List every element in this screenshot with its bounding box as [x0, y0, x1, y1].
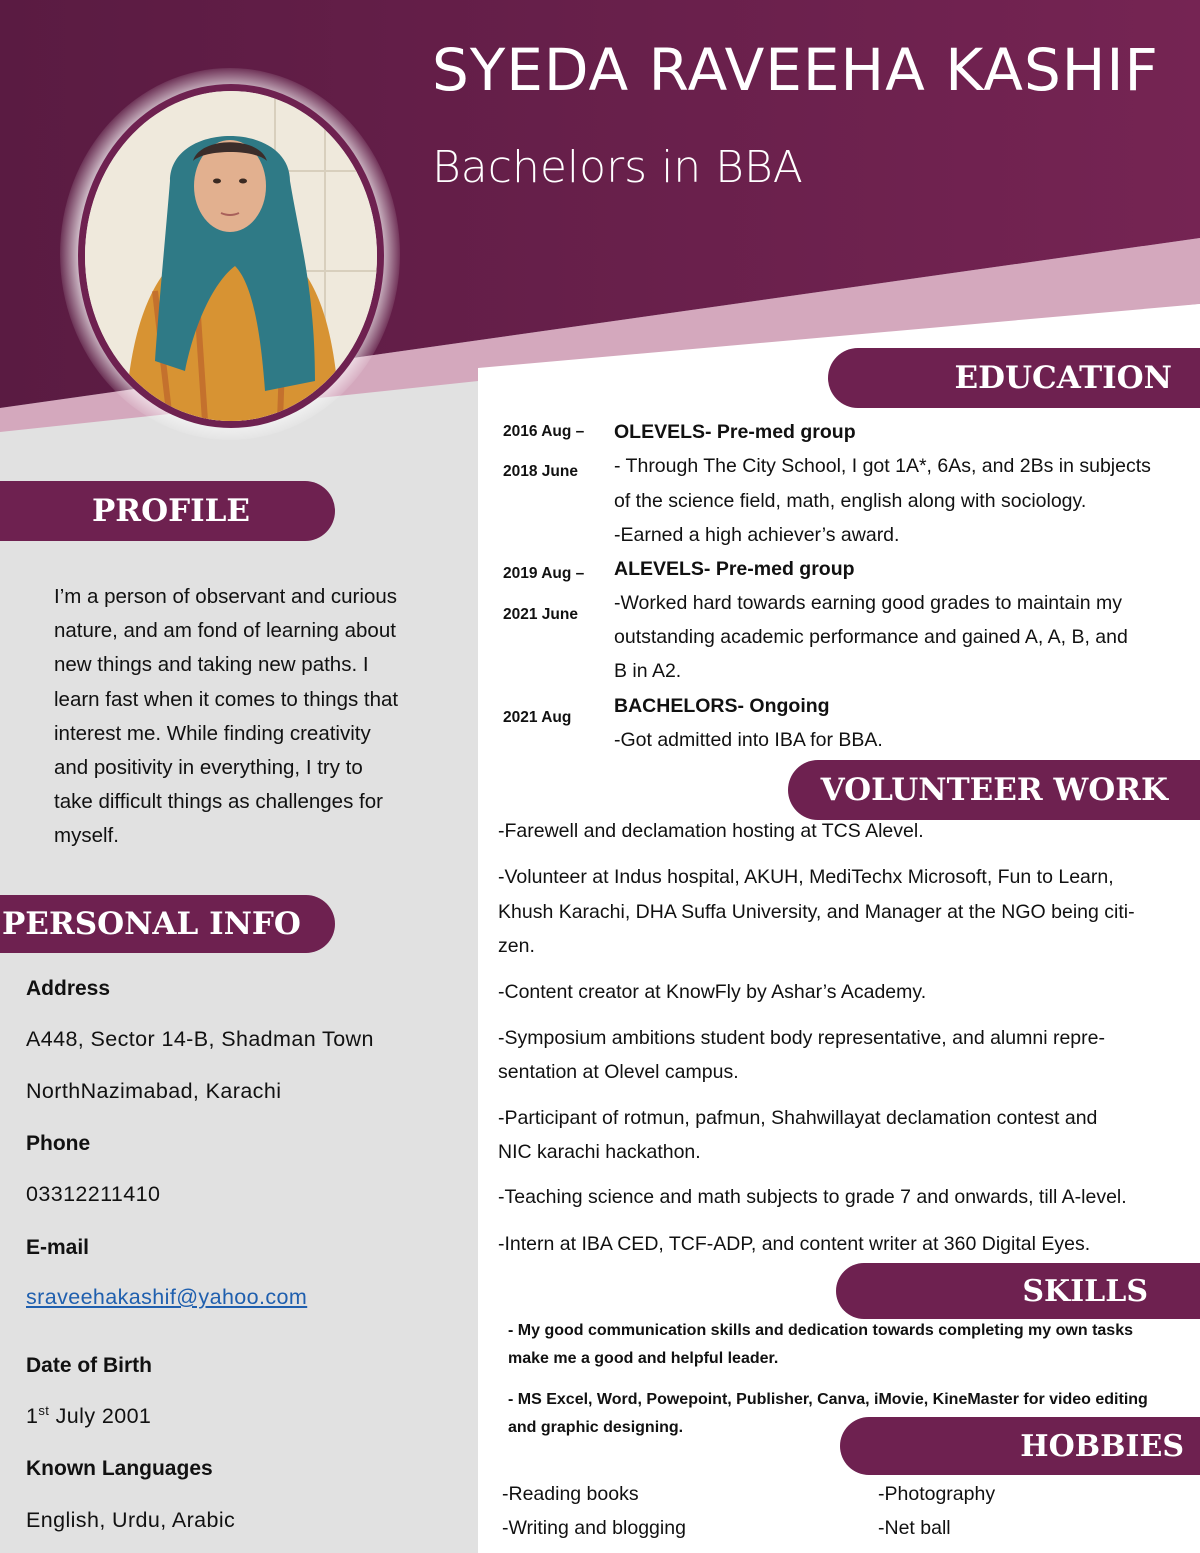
dob-value: [26, 1403, 151, 1429]
hobby-item: -Writing and blogging: [502, 1517, 686, 1539]
dob-label: Date of Birth: [26, 1354, 152, 1377]
portrait-illustration: [85, 91, 377, 421]
hobby-item: -Reading books: [502, 1483, 639, 1505]
skills-heading: [836, 1263, 1200, 1319]
volunteer-line: -Intern at IBA CED, TCF-ADP, and content writer at 360 Digital Eyes.: [498, 1233, 1091, 1255]
volunteer-line: -Teaching science and math subjects to grade 7 and onwards, till A-level.: [498, 1186, 1127, 1208]
phone-label: Phone: [26, 1132, 91, 1155]
edu-detail-line: -Worked hard towards earning good grades to maintain my: [614, 592, 1122, 614]
languages-value: English, Urdu, Arabic: [26, 1508, 236, 1532]
profile-photo: [78, 84, 384, 428]
profile-line: learn fast when it comes to things that: [54, 687, 399, 711]
languages-label: Known Languages: [26, 1457, 213, 1480]
edu-date-start: 2019 Aug –: [503, 565, 585, 582]
dob-suffix: st: [38, 1403, 50, 1418]
edu-detail-line: of the science field, math, english along with sociology.: [614, 490, 1087, 512]
edu-title: ALEVELS- Pre-med group: [614, 558, 855, 580]
education-heading-label: EDUCATION: [954, 360, 1172, 396]
volunteer-line: sentation at Olevel campus.: [498, 1061, 739, 1083]
volunteer-line: -Farewell and declamation hosting at TCS Alevel.: [498, 820, 924, 842]
edu-detail-line: -Earned a high achiever’s award.: [614, 524, 900, 546]
hobbies-heading-label: HOBBIES: [1020, 1428, 1184, 1464]
candidate-degree: Bachelors in BBA: [432, 142, 803, 193]
personal-info-heading-label: PERSONAL INFO: [2, 906, 301, 942]
email-link[interactable]: sraveehakashif@yahoo.com: [26, 1285, 308, 1309]
profile-line: new things and taking new paths. I: [54, 653, 369, 677]
volunteer-line: zen.: [498, 935, 535, 957]
volunteer-line: Khush Karachi, DHA Suffa University, and Manager at the NGO being citi-: [498, 901, 1135, 923]
profile-line: I’m a person of observant and curious: [54, 585, 397, 608]
volunteer-line: NIC karachi hackathon.: [498, 1141, 701, 1163]
profile-line: and positivity in everything, I try to: [54, 756, 363, 780]
volunteer-line: -Content creator at KnowFly by Ashar’s Academy.: [498, 981, 927, 1003]
candidate-name: SYEDA RAVEEHA KASHIF: [432, 36, 1159, 104]
profile-line: take difficult things as challenges for: [54, 790, 383, 814]
education-heading: [828, 348, 1200, 408]
email-label: E-mail: [26, 1236, 90, 1259]
volunteer-line: -Volunteer at Indus hospital, AKUH, MediTechx Microsoft, Fun to Learn,: [498, 866, 1114, 888]
dob-day: 1: [26, 1404, 39, 1429]
address-line1: A448, Sector 14-B, Shadman Town: [26, 1027, 374, 1051]
edu-title: OLEVELS- Pre-med group: [614, 421, 856, 443]
edu-date-end: 2021 June: [503, 606, 578, 623]
skill-line: - MS Excel, Word, Powepoint, Publisher, Canva, iMovie, KineMaster for video editing: [508, 1391, 1148, 1408]
skill-line: make me a good and helpful leader.: [508, 1350, 779, 1367]
volunteer-line: -Participant of rotmun, pafmun, Shahwillayat declamation contest and: [498, 1107, 1098, 1129]
skill-line: and graphic designing.: [508, 1419, 684, 1436]
volunteer-line: -Symposium ambitions student body representative, and alumni repre-: [498, 1027, 1105, 1049]
personal-info-heading: [0, 895, 335, 953]
profile-heading-label: PROFILE: [92, 493, 251, 529]
profile-line: nature, and am fond of learning about: [54, 619, 396, 643]
profile-line: myself.: [54, 824, 119, 848]
edu-detail-line: outstanding academic performance and gained A, A, B, and: [614, 626, 1128, 648]
profile-heading: [0, 481, 335, 541]
address-label: Address: [26, 977, 111, 1000]
hobbies-heading: [840, 1417, 1200, 1475]
phone-value: 03312211410: [26, 1182, 161, 1206]
volunteer-heading: [788, 760, 1200, 820]
profile-summary: [54, 580, 434, 854]
edu-date-end: 2018 June: [503, 463, 578, 480]
volunteer-heading-label: VOLUNTEER WORK: [820, 772, 1168, 808]
edu-date-start: 2016 Aug –: [503, 423, 585, 440]
address-line2: NorthNazimabad, Karachi: [26, 1079, 282, 1103]
skills-heading-label: SKILLS: [1022, 1273, 1148, 1309]
edu-detail-line: -Got admitted into IBA for BBA.: [614, 729, 883, 751]
hobby-item: -Net ball: [878, 1517, 951, 1539]
hobby-item: -Photography: [878, 1483, 996, 1505]
edu-detail-line: - Through The City School, I got 1A*, 6As, and 2Bs in subjects: [614, 455, 1151, 477]
edu-date-start: 2021 Aug: [503, 709, 572, 726]
profile-line: interest me. While finding creativity: [54, 721, 371, 745]
edu-detail-line: B in A2.: [614, 660, 682, 682]
edu-title: BACHELORS- Ongoing: [614, 695, 830, 717]
skill-line: - My good communication skills and dedication towards completing my own tasks: [508, 1322, 1133, 1339]
dob-month-year: July 2001: [49, 1404, 152, 1429]
